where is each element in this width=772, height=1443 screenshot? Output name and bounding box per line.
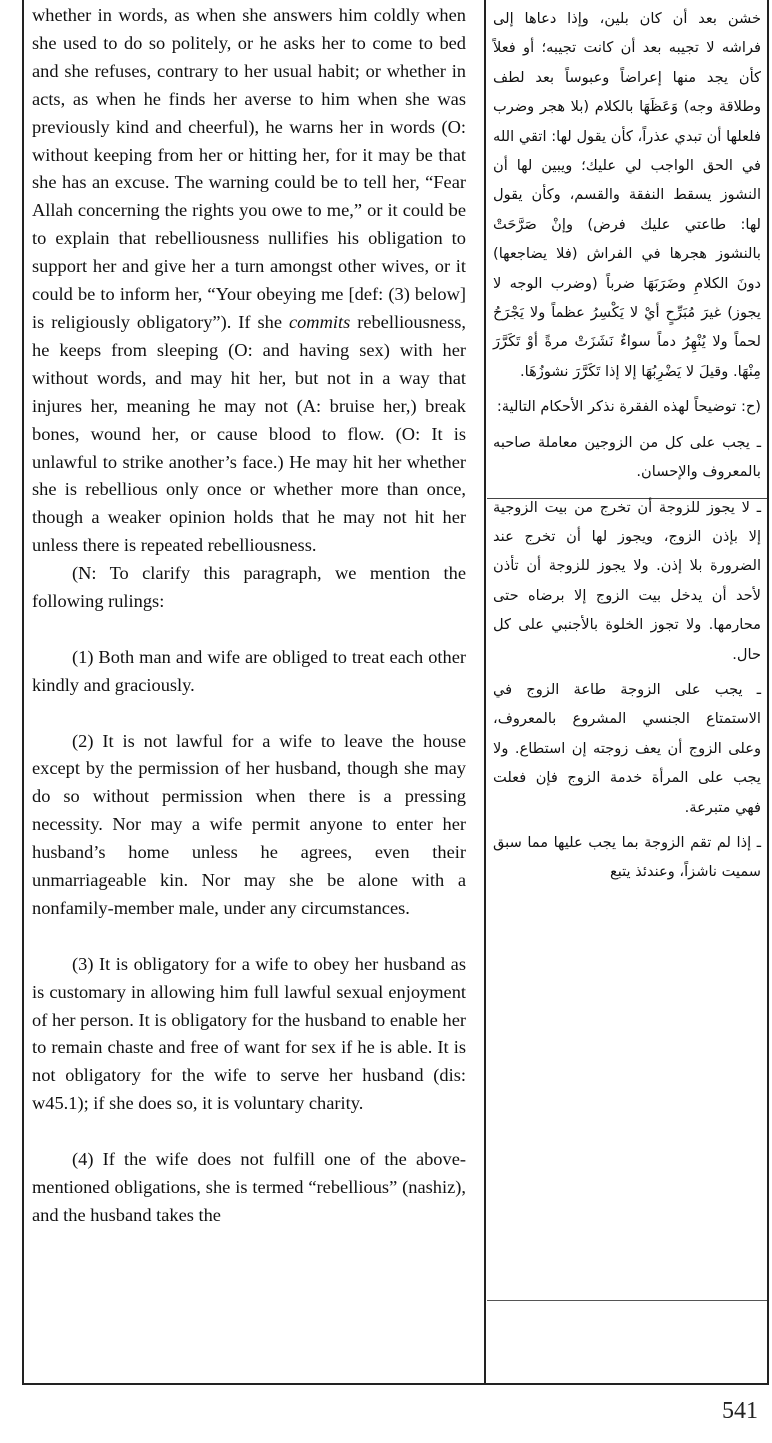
english-ruling-2: (2) It is not lawful for a wife to leave the house except by the permission of her husband, though she may do so without permission when there is a pressing necessity. Nor may a wife permit anyone to enter her husband’s home unless he agrees, even their unmarriageable kin. Nor may she be alone with a nonfamily-member male, under any circumstances. [32,730,466,918]
english-italic-word: commits [288,311,351,332]
english-paragraph-2: (N: To clarify this paragraph, we mention the following rulings: [32,563,466,612]
arabic-paragraph-1: خشن بعد أن كان بلين، وإذا دعاها إلى فراشه لا تجيبه بعد أن كانت تجيبه؛ أو فعلاً كأن يجد منها إعراضاً وعبوساً بعد لطف وطلاقة وجه) وَعَظَهَا بالكلام (بلا هجر وضرب فلعلها أن تبدي عذراً، كأن يقول لها: اتقي الله في الحق الواجب لي عليك؛ ويبين لها أن النشوز يسقط النفقة والقسم، وكأن يقول لها: طاعتي عليك فرض) وإنْ صَرَّحَتْ بالنشوز هجرها في الفراش (فلا يضاجعها) دونَ الكلامِ وضَرَبَهَا ضرباً (وضرب الوجه لا يجوز) غيرَ مُبَرِّحٍ أيْ لا يَكْسِرُ عظماً ولا يَجْرَحُ لحماً ولا يُنْهِرُ دماً سواءٌ نَشَزَتْ مرةً أوْ تَكَرَّرَ مِنْهَا. وقيلَ لا يَضْرِبُهَا إلا إذا تَكَرَّرَ نشوزُهَا. [493,10,761,380]
arabic-note-heading: (ح: توضيحاً لهذه الفقرة نذكر الأحكام التالية: [496,398,761,416]
english-text: rebelliousness, he keeps from sleeping (O: and having sex) with her without words, and may hit her, but not in a way that injures her, meaning he may not (A: bruise her,) break bones, wound her, or cause blood to flow. (O: It is unlawful to strike another’s face.) He may hit her whether she is rebellious only once or whether more than once, though a weaker opinion holds that he may not hit her unless there is repeated rebelliousness. [32,311,466,556]
arabic-column [493,4,761,887]
arabic-ruling-2: ـ لا يجوز للزوجة أن تخرج من بيت الزوجية إلا بإذن الزوج، ويجوز لها أن تخرج عند الضرورة بلا إذن. ولا يجوز للزوجة أن تأذن لأحد أن يدخل بيت الزوج إلا برضاه حتى محارمها. ولا تجوز الخلوة بالأجنبي على كل حال. [493,498,761,663]
arabic-ruling-1: ـ يجب على كل من الزوجين معاملة صاحبه بالمعروف والإحسان. [493,433,761,481]
arabic-ruling-4: ـ إذا لم تقم الزوجة بما يجب عليها مما سبق سميت ناشزاً، وعندئذ يتبع [493,833,761,881]
english-ruling-3: (3) It is obligatory for a wife to obey her husband as is customary in allowing him full lawful sexual enjoyment of her person. It is obligatory for the husband to enable her to remain chaste and free of want for sex if he is able. It is not obligatory for the wife to serve her husband (dis: w45.1); if she does so, it is voluntary charity. [32,953,466,1114]
english-text: whether in words, as when she answers him coldly when she used to do so politely, or he asks her to come to bed and she refuses, contrary to her usual habit; or whether in acts, as when he finds her averse to him when she was previously kind and cheerful), he warns her in words (O: without keeping from her or hitting her, for it may be that she has an excuse. The warning could be to tell her, “Fear Allah concerning the rights you owe to me,” or it could be to explain that rebelliousness nullifies his obligation to support her and give her a turn amongst other wives, or it could be to inform her, “Your obeying me [def: (3) below] is religiously obligatory”). If she [32,5,466,332]
english-ruling-1: (1) Both man and wife are obliged to treat each other kindly and graciously. [32,646,466,695]
english-ruling-4: (4) If the wife does not fulfill one of the above-mentioned obligations, she is termed “rebellious” (nashiz), and the husband takes the [32,1149,466,1225]
page-number: 541 [722,1398,758,1424]
english-paragraph-1 [32,2,466,560]
arabic-ruling-3: ـ يجب على الزوجة طاعة الزوج في الاستمتاع الجنسي المشروع بالمعروف، وعلى الزوج أن يعف زوجته إن استطاع. ولا يجب على المرأة خدمة الزوج فإن فعلت فهي متبرعة. [493,680,761,816]
english-column [32,2,466,1230]
column-divider [484,0,486,1385]
arabic-bottom-divider [487,1300,767,1301]
